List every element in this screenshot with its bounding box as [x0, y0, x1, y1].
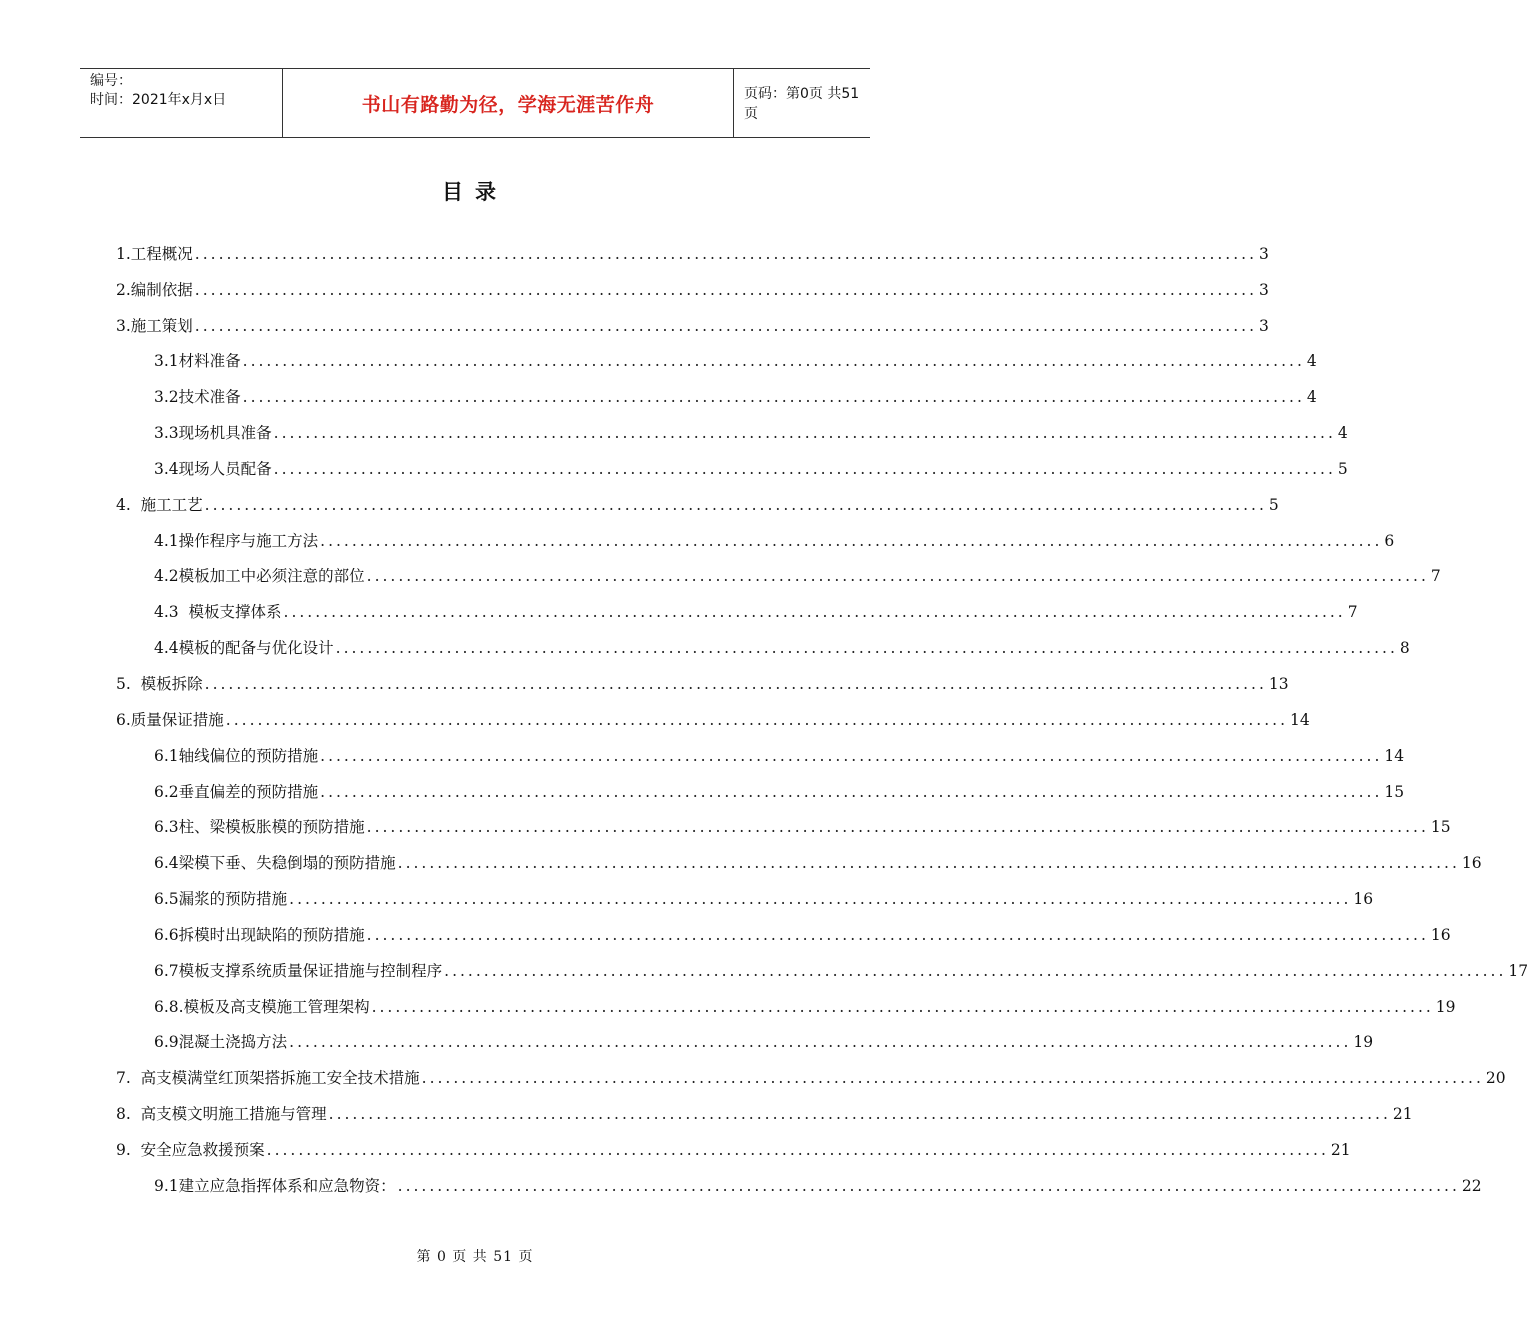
- toc-entry-page: 7: [1347, 603, 1358, 622]
- toc-entry[interactable]: [116, 909, 1451, 945]
- toc-entry-page: 4: [1306, 388, 1317, 407]
- toc-entry-page: 22: [1461, 1176, 1482, 1195]
- toc-entry[interactable]: [116, 336, 1317, 372]
- toc-entry[interactable]: [116, 1088, 1413, 1124]
- toc-entry-label: 1.工程概况: [116, 244, 193, 263]
- toc-leader-dots: ......................................................................................................................................: [289, 890, 1352, 909]
- toc-entry-label: 6.7模板支撑系统质量保证措施与控制程序: [154, 961, 443, 980]
- toc-entry-page: 15: [1430, 818, 1451, 837]
- document-number-label: 编号：: [90, 73, 132, 89]
- toc-leader-dots: ......................................................................................................................................: [421, 1069, 1484, 1088]
- toc-leader-dots: ......................................................................................................................................: [444, 961, 1507, 980]
- toc-entry-page: 14: [1290, 710, 1310, 729]
- toc-entry-page: 4: [1337, 424, 1348, 443]
- toc-entry-label: 3.2技术准备: [154, 388, 241, 407]
- toc-leader-dots: ......................................................................................................................................: [273, 424, 1336, 443]
- toc-leader-dots: ......................................................................................................................................: [289, 1033, 1352, 1052]
- header-motto-cell: [282, 69, 734, 137]
- toc-leader-dots: ......................................................................................................................................: [242, 352, 1305, 371]
- toc-leader-dots: ......................................................................................................................................: [194, 280, 1258, 299]
- toc-entry-label: 2.编制依据: [116, 280, 193, 299]
- toc-entry-label: 6.3柱、梁模板胀模的预防措施: [154, 818, 365, 837]
- toc-entry-label: 9. 安全应急救援预案: [116, 1140, 265, 1159]
- toc-entry[interactable]: [116, 873, 1374, 909]
- toc-leader-dots: ......................................................................................................................................: [242, 388, 1305, 407]
- toc-entry-label: 6.8.模板及高支模施工管理架构: [154, 997, 370, 1016]
- toc-entry-label: 7. 高支模满堂红顶架搭拆施工安全技术措施: [116, 1069, 420, 1088]
- toc-entry-page: 3: [1259, 316, 1269, 335]
- toc-entry[interactable]: [116, 407, 1348, 443]
- toc-entry[interactable]: [116, 658, 1289, 694]
- toc-leader-dots: ......................................................................................................................................: [328, 1105, 1391, 1124]
- toc-entry[interactable]: [116, 443, 1348, 479]
- toc-entry[interactable]: [116, 622, 1410, 658]
- toc-entry[interactable]: [116, 551, 1441, 587]
- toc-entry[interactable]: [116, 371, 1317, 407]
- header-page-info: 页码：第0页 共51页: [744, 86, 860, 122]
- toc-entry-page: 19: [1435, 997, 1456, 1016]
- toc-leader-dots: ......................................................................................................................................: [366, 818, 1429, 837]
- toc-entry[interactable]: [116, 981, 1456, 1017]
- toc-entry-label: 5. 模板拆除: [116, 674, 203, 693]
- toc-entry-page: 5: [1268, 495, 1279, 514]
- toc-entry-page: 6: [1384, 531, 1395, 550]
- toc-entry-page: 13: [1268, 674, 1289, 693]
- table-of-contents: [116, 228, 1528, 1196]
- toc-entry-label: 3.1材料准备: [154, 352, 241, 371]
- toc-entry-page: 16: [1461, 854, 1482, 873]
- header-meta: [80, 69, 282, 137]
- toc-leader-dots: ......................................................................................................................................: [320, 531, 1383, 550]
- toc-entry-label: 4. 施工工艺: [116, 495, 203, 514]
- toc-entry-page: 20: [1485, 1069, 1506, 1088]
- toc-leader-dots: ......................................................................................................................................: [204, 674, 1267, 693]
- toc-leader-dots: ......................................................................................................................................: [273, 459, 1336, 478]
- toc-entry-page: 4: [1306, 352, 1317, 371]
- toc-entry-page: 19: [1353, 1033, 1374, 1052]
- toc-entry-page: 5: [1337, 459, 1348, 478]
- toc-entry-page: 7: [1430, 567, 1441, 586]
- toc-entry-page: 16: [1353, 890, 1374, 909]
- toc-entry-label: 6.2垂直偏差的预防措施: [154, 782, 319, 801]
- header-motto: 书山有路勤为径，学海无涯苦作舟: [361, 93, 655, 116]
- toc-leader-dots: ......................................................................................................................................: [225, 710, 1289, 729]
- toc-entry[interactable]: [116, 1017, 1374, 1053]
- toc-leader-dots: ......................................................................................................................................: [204, 495, 1267, 514]
- toc-entry[interactable]: [116, 515, 1395, 551]
- toc-entry-page: 3: [1259, 280, 1269, 299]
- toc-entry-label: 3.3现场机具准备: [154, 424, 272, 443]
- page-footer: 第 0 页 共 51 页: [416, 1249, 534, 1265]
- toc-entry-label: 3.施工策划: [116, 316, 193, 335]
- toc-entry[interactable]: [116, 837, 1482, 873]
- toc-entry-label: 6.5漏浆的预防措施: [154, 890, 288, 909]
- toc-entry-label: 4.3 模板支撑体系: [154, 603, 282, 622]
- toc-leader-dots: ......................................................................................................................................: [266, 1140, 1329, 1159]
- toc-entry-page: 17: [1508, 961, 1528, 980]
- toc-leader-dots: ......................................................................................................................................: [397, 854, 1460, 873]
- document-time-label: 时间：2021年x月x日: [90, 92, 227, 108]
- toc-leader-dots: ......................................................................................................................................: [371, 997, 1434, 1016]
- toc-entry-label: 9.1建立应急指挥体系和应急物资：: [154, 1176, 396, 1195]
- toc-entry-page: 21: [1330, 1140, 1351, 1159]
- toc-entry-page: 21: [1392, 1105, 1413, 1124]
- toc-entry-label: 6.1轴线偏位的预防措施: [154, 746, 319, 765]
- toc-leader-dots: ......................................................................................................................................: [194, 244, 1258, 263]
- toc-entry-page: 16: [1430, 925, 1451, 944]
- toc-entry-page: 15: [1384, 782, 1405, 801]
- page-header: [80, 68, 870, 138]
- toc-entry-page: 3: [1259, 244, 1269, 263]
- toc-entry-label: 6.质量保证措施: [116, 710, 224, 729]
- toc-entry-page: 8: [1399, 639, 1410, 658]
- toc-entry-label: 8. 高支模文明施工措施与管理: [116, 1105, 327, 1124]
- toc-entry-label: 6.9混凝土浇捣方法: [154, 1033, 288, 1052]
- toc-entry-label: 4.1操作程序与施工方法: [154, 531, 319, 550]
- toc-entry[interactable]: [116, 945, 1528, 981]
- toc-entry[interactable]: [116, 1052, 1506, 1088]
- toc-entry[interactable]: [116, 694, 1310, 730]
- toc-entry[interactable]: [116, 264, 1269, 300]
- toc-leader-dots: ......................................................................................................................................: [320, 746, 1383, 765]
- toc-entry-label: 4.2模板加工中必须注意的部位: [154, 567, 365, 586]
- toc-entry-label: 3.4现场人员配备: [154, 459, 272, 478]
- toc-entry[interactable]: [116, 228, 1269, 264]
- page-title: 目录: [442, 180, 508, 204]
- toc-entry[interactable]: [116, 1160, 1482, 1196]
- toc-entry-page: 14: [1384, 746, 1405, 765]
- toc-leader-dots: ......................................................................................................................................: [335, 639, 1398, 658]
- toc-entry[interactable]: [116, 802, 1451, 838]
- toc-entry[interactable]: [116, 586, 1358, 622]
- toc-entry-label: 4.4模板的配备与优化设计: [154, 639, 334, 658]
- toc-leader-dots: ......................................................................................................................................: [194, 316, 1258, 335]
- toc-leader-dots: ......................................................................................................................................: [283, 603, 1346, 622]
- toc-entry-label: 6.6拆模时出现缺陷的预防措施: [154, 925, 365, 944]
- toc-leader-dots: ......................................................................................................................................: [366, 567, 1429, 586]
- toc-entry[interactable]: [116, 766, 1405, 802]
- toc-leader-dots: ......................................................................................................................................: [397, 1176, 1460, 1195]
- toc-leader-dots: ......................................................................................................................................: [320, 782, 1383, 801]
- toc-leader-dots: ......................................................................................................................................: [366, 925, 1429, 944]
- toc-entry[interactable]: [116, 300, 1269, 336]
- toc-entry-label: 6.4梁模下垂、失稳倒塌的预防措施: [154, 854, 396, 873]
- toc-entry[interactable]: [116, 730, 1405, 766]
- toc-entry[interactable]: [116, 479, 1279, 515]
- toc-entry[interactable]: [116, 1124, 1351, 1160]
